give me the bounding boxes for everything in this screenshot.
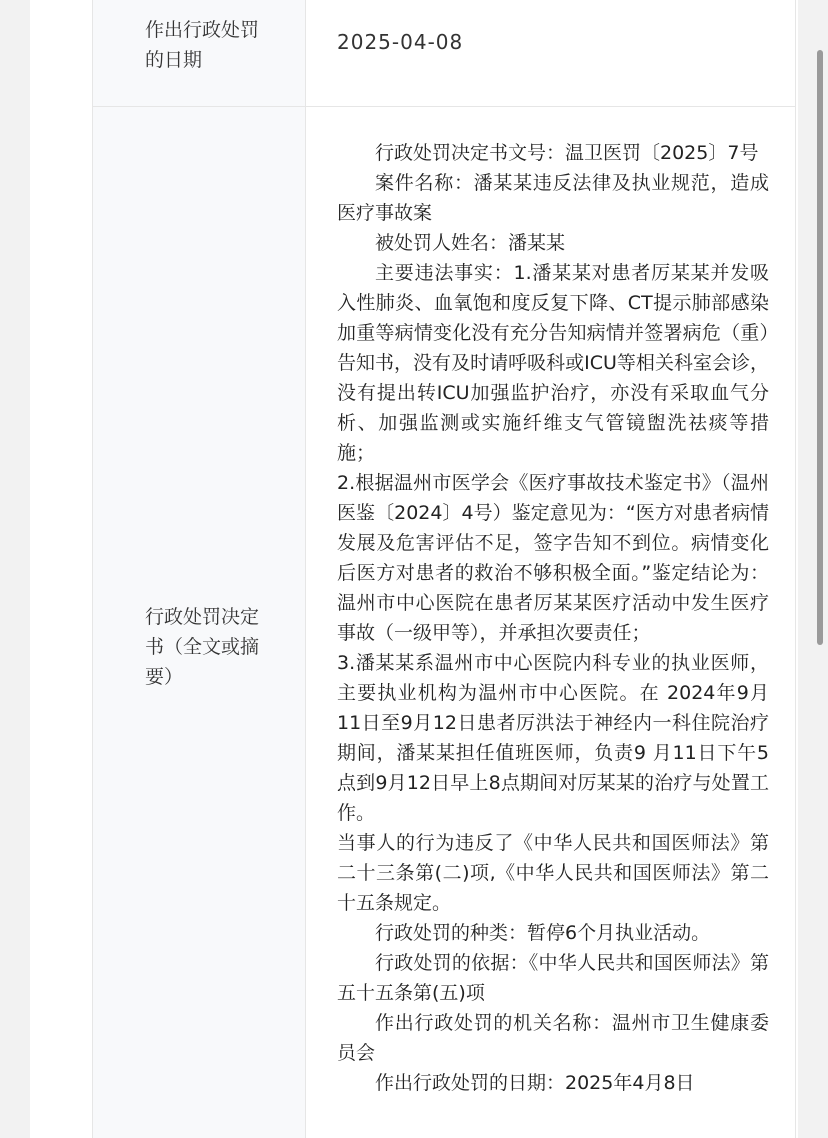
page-background (30, 0, 798, 1138)
label-cell (93, 107, 306, 1138)
vertical-scrollbar[interactable] (817, 50, 823, 645)
violation-statement: 当事人的行为违反了《中华人民共和国医师法》第二十三条第(二)项,《中华人民共和国医师法》第二十五条规定。 (337, 832, 769, 914)
penalty-info-table (92, 0, 796, 1138)
main-facts-1: 主要违法事实：1.潘某某对患者厉某某并发吸入性肺炎、血氧饱和度反复下降、CT提示肺部感染加重等病情变化没有充分告知病情并签署病危（重）告知书，没有及时请呼吸科或ICU等相关科室会诊，没有提出转ICU加强监护治疗，亦没有采取血气分析、加强监测或实施纤维支气管镜盥洗祛痰等措施； (337, 262, 769, 464)
value-cell (306, 107, 795, 1138)
table-row-decision-document (93, 107, 795, 1138)
label-cell (93, 0, 306, 106)
decision-doc-number: 行政处罚决定书文号：温卫医罚〔2025〕7号 (375, 142, 759, 164)
penalty-type: 行政处罚的种类：暂停6个月执业活动。 (375, 922, 711, 944)
value-cell (306, 0, 795, 106)
penalty-date-value: 2025-04-08 (337, 30, 464, 54)
penalty-authority: 作出行政处罚的机关名称：温州市卫生健康委员会 (337, 1012, 769, 1064)
penalty-basis: 行政处罚的依据：《中华人民共和国医师法》第五十五条第(五)项 (337, 952, 769, 1004)
decision-content (337, 138, 769, 1098)
penalized-person: 被处罚人姓名：潘某某 (375, 232, 566, 254)
row-label: 行政处罚决定书（全文或摘要） (145, 606, 260, 688)
main-facts-2: 2.根据温州市医学会《医疗事故技术鉴定书》（温州医鉴〔2024〕4号）鉴定意见为：“医方对患者病情发展及危害评估不足，签字告知不到位。病情变化后医方对患者的救治不够积极全面。”鉴定结论为：温州市中心医院在患者厉某某医疗活动中发生医疗事故（一级甲等），并承担次要责任； (337, 472, 769, 644)
main-facts-3: 3.潘某某系温州市中心医院内科专业的执业医师，主要执业机构为温州市中心医院。在 2024年9月11日至9月12日患者厉洪法于神经内一科住院治疗期间，潘某某担任值班医师，负责9 月11日下午5点到9月12日早上8点期间对厉某某的治疗与处置工作。 (337, 652, 769, 824)
row-label: 作出行政处罚的日期 (145, 19, 260, 71)
table-row-penalty-date (93, 0, 795, 107)
case-name: 案件名称：潘某某违反法律及执业规范，造成医疗事故案 (337, 172, 769, 224)
penalty-date-text: 作出行政处罚的日期：2025年4月8日 (375, 1072, 695, 1094)
